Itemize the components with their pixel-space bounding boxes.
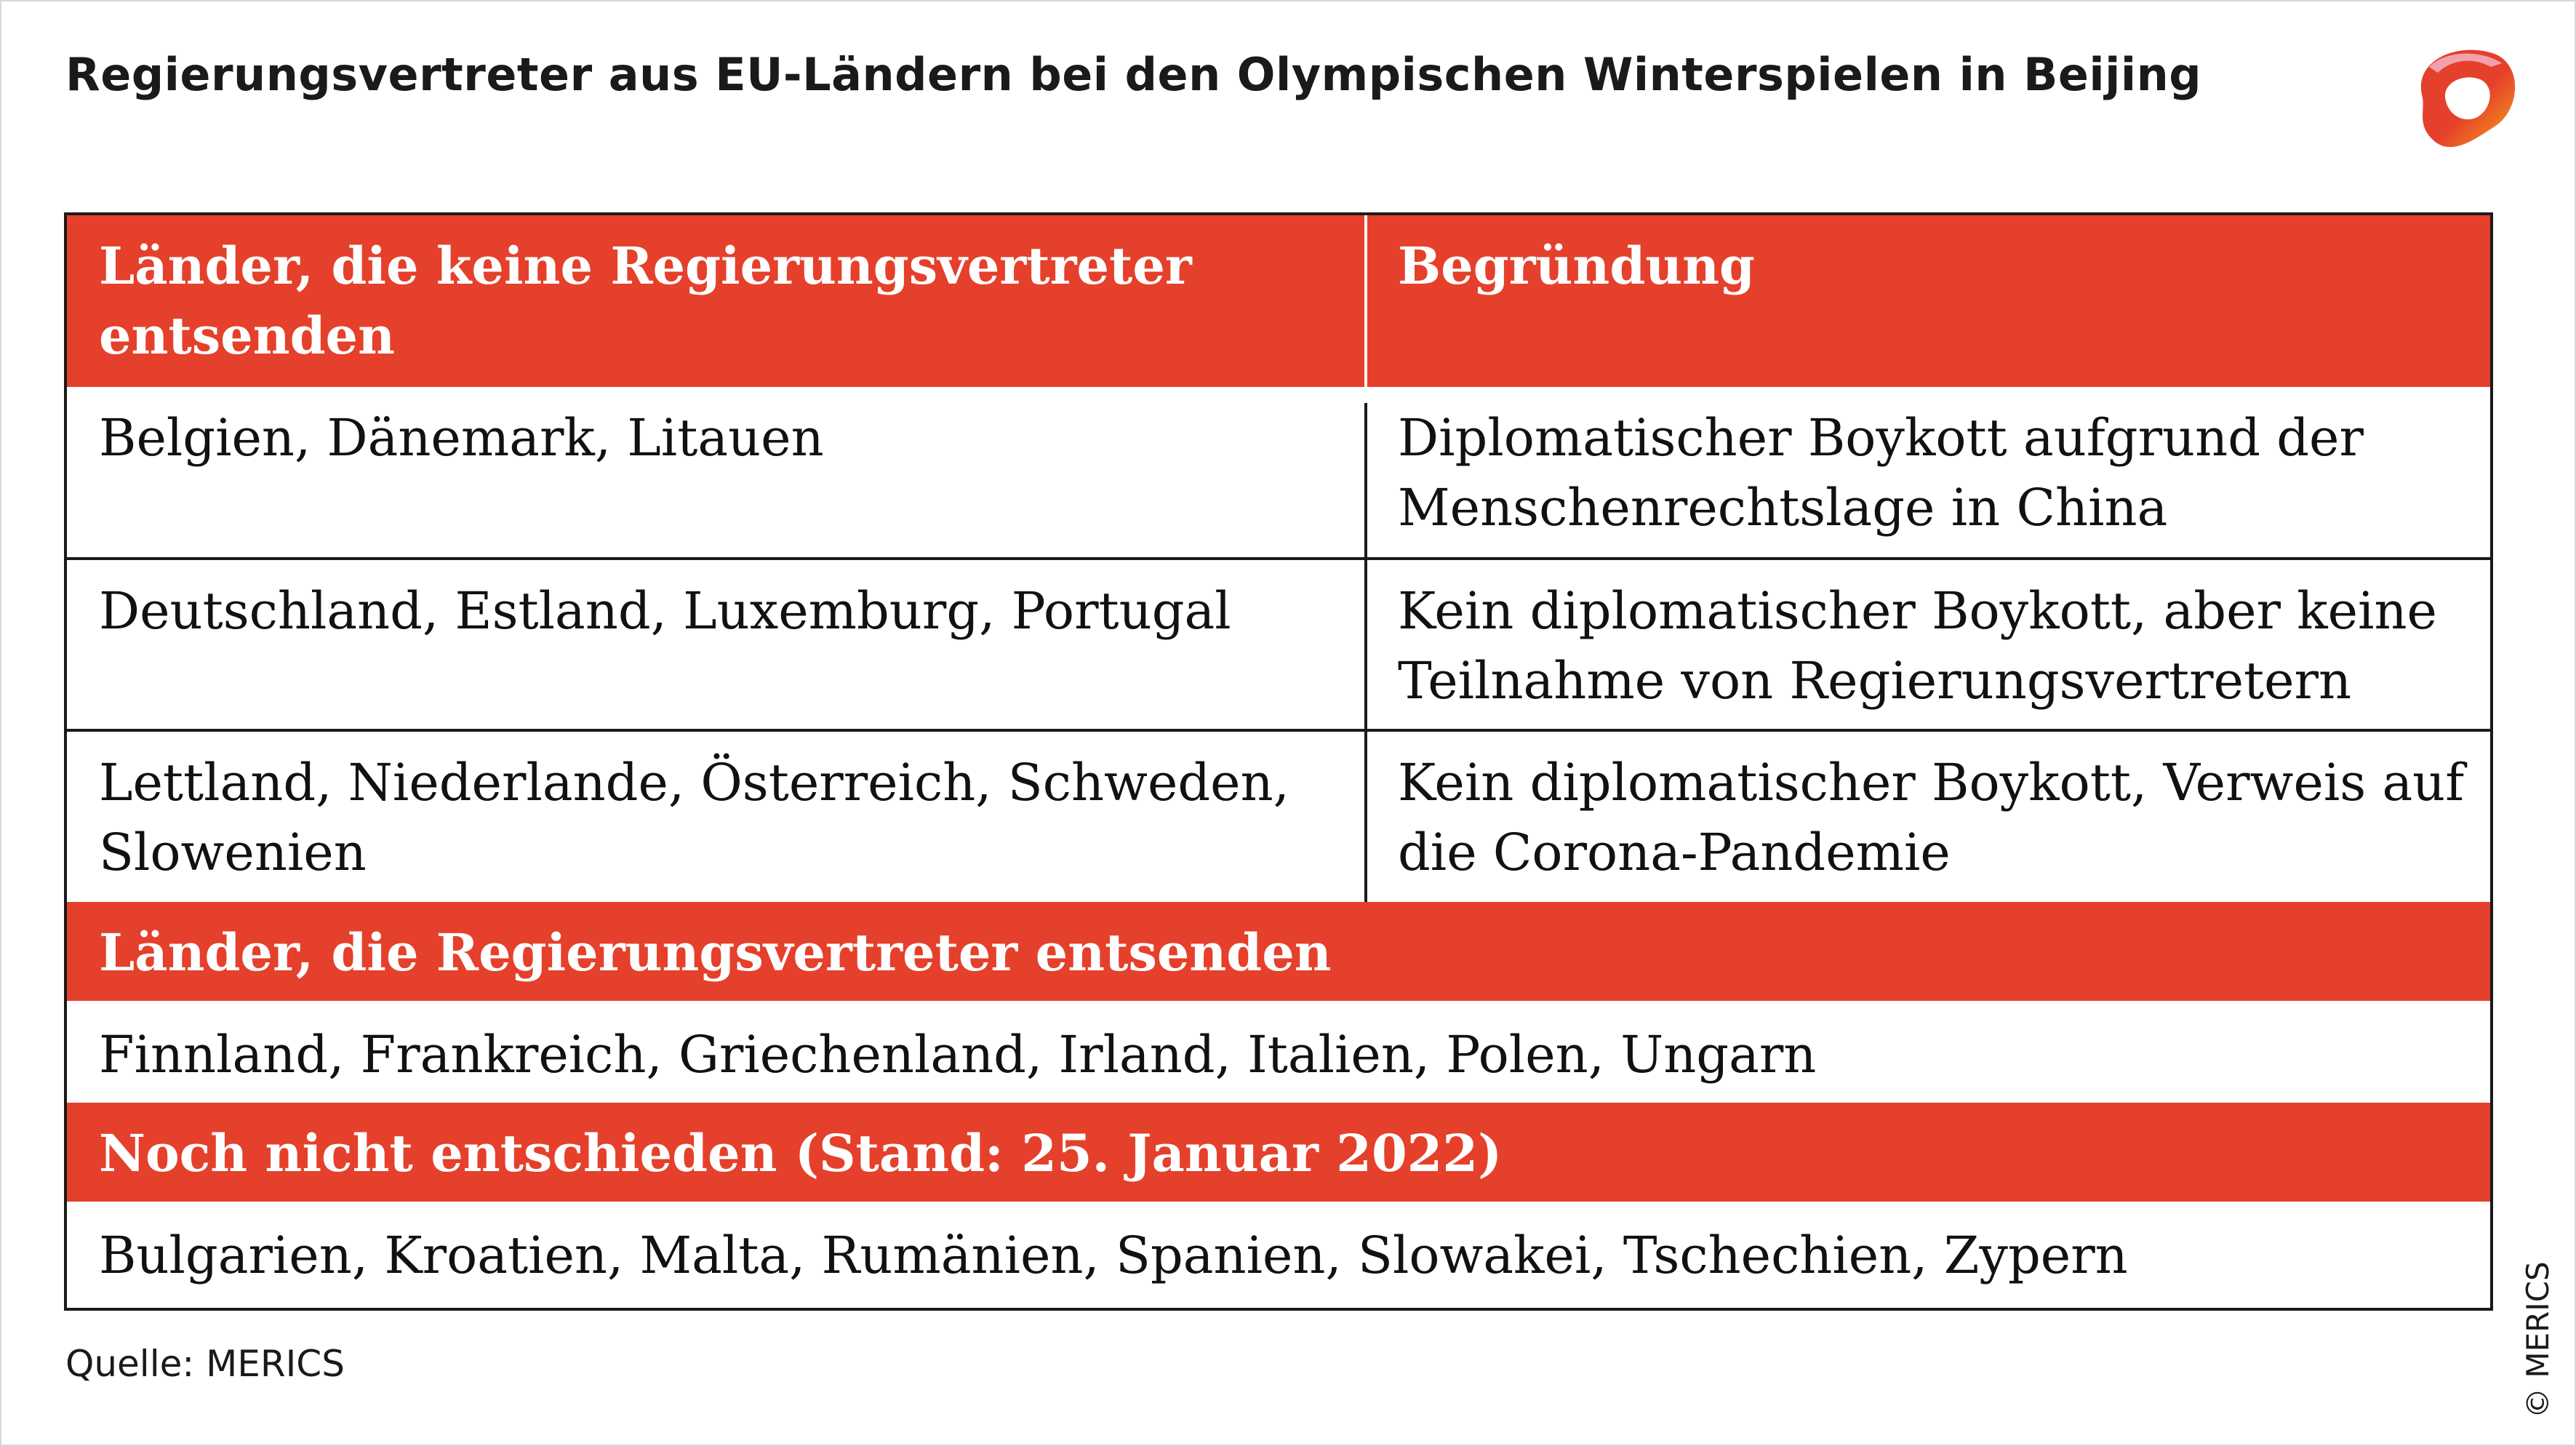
table-row [67, 387, 2490, 559]
sending-countries: Finnland, Frankreich, Griechenland, Irland, Italien, Polen, Ungarn [99, 1025, 1817, 1084]
section-header-label: Länder, die Regierungsvertreter entsenden [99, 922, 1332, 983]
section-header-sending [67, 902, 2490, 1001]
section-header-undecided [67, 1103, 2490, 1202]
table-row [67, 732, 2490, 902]
row-reason: Kein diplomatischer Boykott, aber keine Teilnahme von Regierungsvertretern [1398, 581, 2437, 711]
row-reason: Diplomatischer Boykott aufgrund der Menschenrechtslage in China [1398, 408, 2364, 538]
table-row [67, 560, 2490, 730]
list-item [67, 1001, 2490, 1103]
header-reason: Begründung [1398, 236, 1755, 296]
column-divider [1364, 403, 1367, 902]
row-reason: Kein diplomatischer Boykott, Verweis auf die Corona-Pandemie [1398, 753, 2465, 882]
row-countries: Lettland, Niederlande, Österreich, Schweden, Slowenien [99, 753, 1289, 882]
row-countries: Deutschland, Estland, Luxemburg, Portugal [99, 581, 1231, 641]
copyright-note: © MERICS [2520, 1261, 2556, 1418]
list-item [67, 1202, 2490, 1308]
merics-logo-icon [2400, 38, 2524, 161]
countries-table [64, 212, 2493, 1311]
page-title: Regierungsvertreter aus EU-Ländern bei den Olympischen Winterspielen in Beijing [65, 48, 2202, 101]
undecided-countries: Bulgarien, Kroatien, Malta, Rumänien, Spanien, Slowakei, Tschechien, Zypern [99, 1226, 2128, 1285]
section-header-label: Noch nicht entschieden (Stand: 25. Januar 2022) [99, 1123, 1503, 1183]
header-countries: Länder, die keine Regierungsvertreter entsenden [99, 236, 1192, 366]
table-header-row [67, 215, 2490, 387]
source-note: Quelle: MERICS [65, 1343, 345, 1385]
header-divider [1364, 215, 1367, 387]
row-countries: Belgien, Dänemark, Litauen [99, 408, 824, 468]
